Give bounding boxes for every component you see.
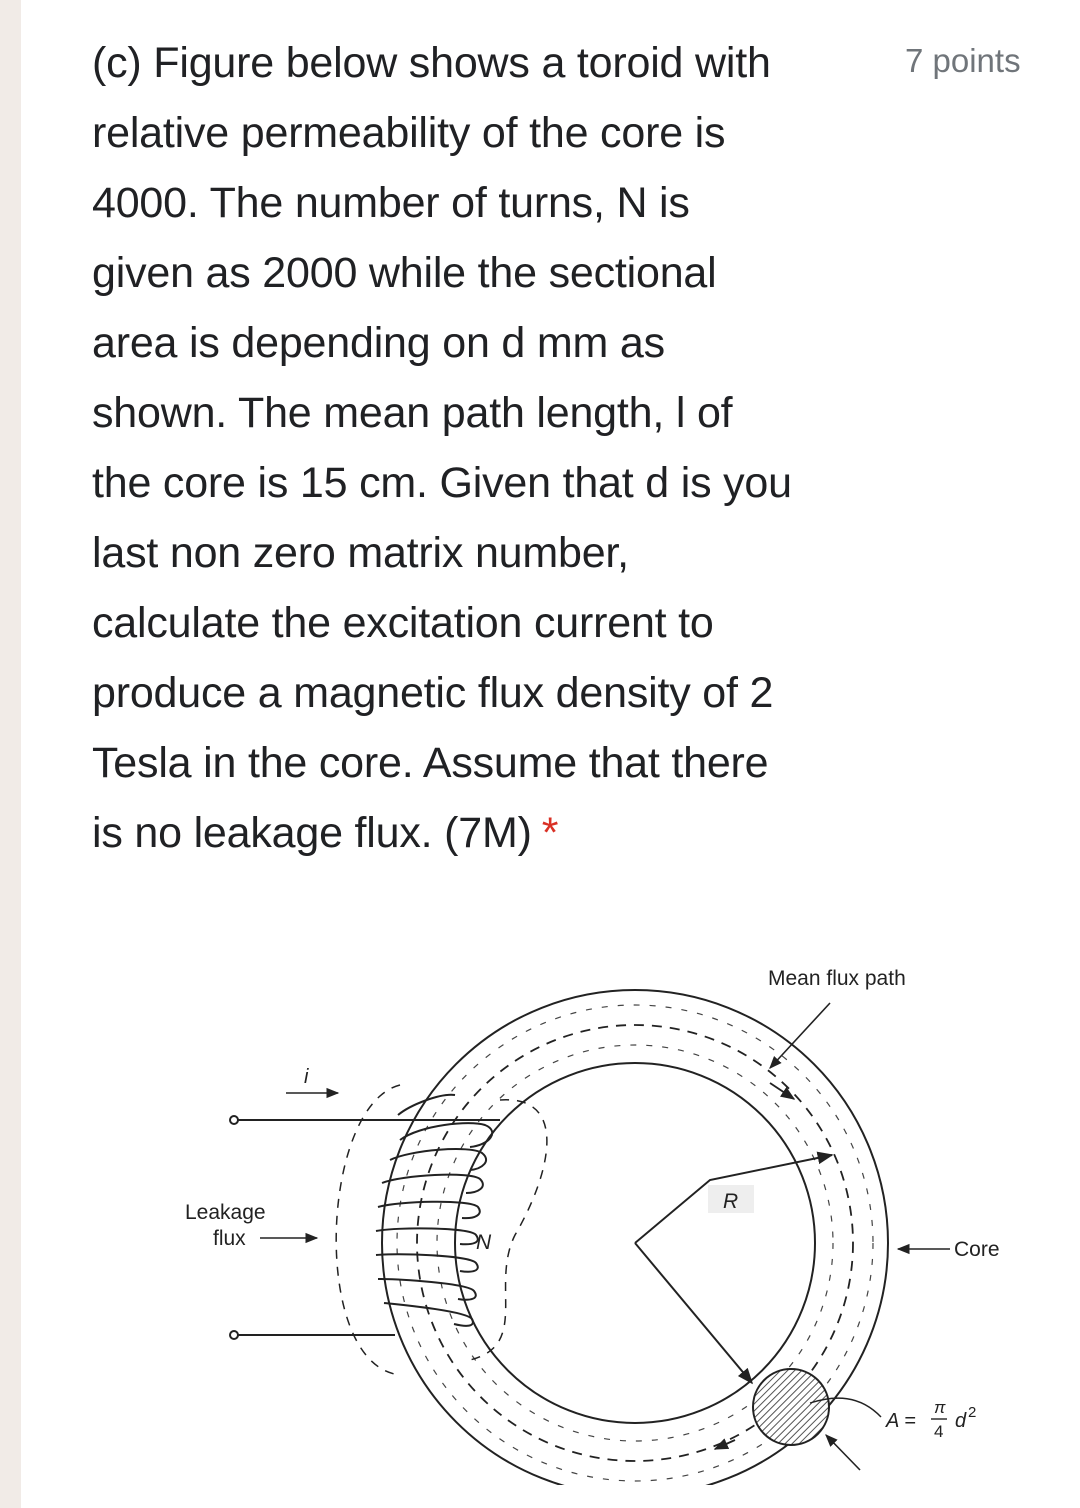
points-value: 7 points xyxy=(905,42,1021,79)
question-line xyxy=(92,798,882,868)
leakage-flux-right-loop xyxy=(470,1100,547,1360)
leakage-flux-label-line1: Leakage xyxy=(185,1201,266,1224)
radius-to-cross-section xyxy=(635,1243,752,1383)
required-asterisk: * xyxy=(541,809,559,857)
question-line: shown. The mean path length, l of xyxy=(92,389,733,437)
area-formula-pi: π xyxy=(934,1398,946,1417)
area-formula-var: d xyxy=(955,1410,967,1432)
question-line: 4000. The number of turns, N is xyxy=(92,179,690,227)
flux-arrow-icon xyxy=(770,1083,794,1099)
question-line-text: is no leakage flux. (7M) xyxy=(92,809,532,857)
mean-flux-path-label: Mean flux path xyxy=(768,967,906,990)
area-formula-denominator: 4 xyxy=(934,1422,944,1441)
cross-section-arrow-icon xyxy=(826,1435,860,1470)
terminal-top xyxy=(230,1116,238,1124)
question-line: given as 2000 while the sectional xyxy=(92,249,717,297)
area-formula-lhs: A = xyxy=(886,1410,916,1432)
question-line: (c) Figure below shows a toroid with xyxy=(92,39,771,87)
leakage-flux-label-line2: flux xyxy=(213,1227,246,1250)
core-label: Core xyxy=(954,1238,1000,1261)
area-formula-exp: 2 xyxy=(968,1404,977,1421)
question-text xyxy=(92,28,882,868)
question-line: the core is 15 cm. Given that d is you xyxy=(92,459,792,507)
turns-label: N xyxy=(476,1231,492,1254)
question-line: relative permeability of the core is xyxy=(92,109,726,157)
question-line: last non zero matrix number, xyxy=(92,529,629,577)
question-line: produce a magnetic flux density of 2 xyxy=(92,669,774,717)
current-label: i xyxy=(304,1066,309,1088)
cross-section-circle xyxy=(753,1369,829,1445)
question-line: area is depending on d mm as xyxy=(92,319,665,367)
terminal-bottom xyxy=(230,1331,238,1339)
radius-label: R xyxy=(723,1190,739,1213)
coil-winding xyxy=(376,1095,492,1326)
question-line: Tesla in the core. Assume that there xyxy=(92,739,769,787)
left-margin-strip xyxy=(0,0,21,1508)
question-line: calculate the excitation current to xyxy=(92,599,714,647)
toroid-figure xyxy=(170,955,1030,1485)
